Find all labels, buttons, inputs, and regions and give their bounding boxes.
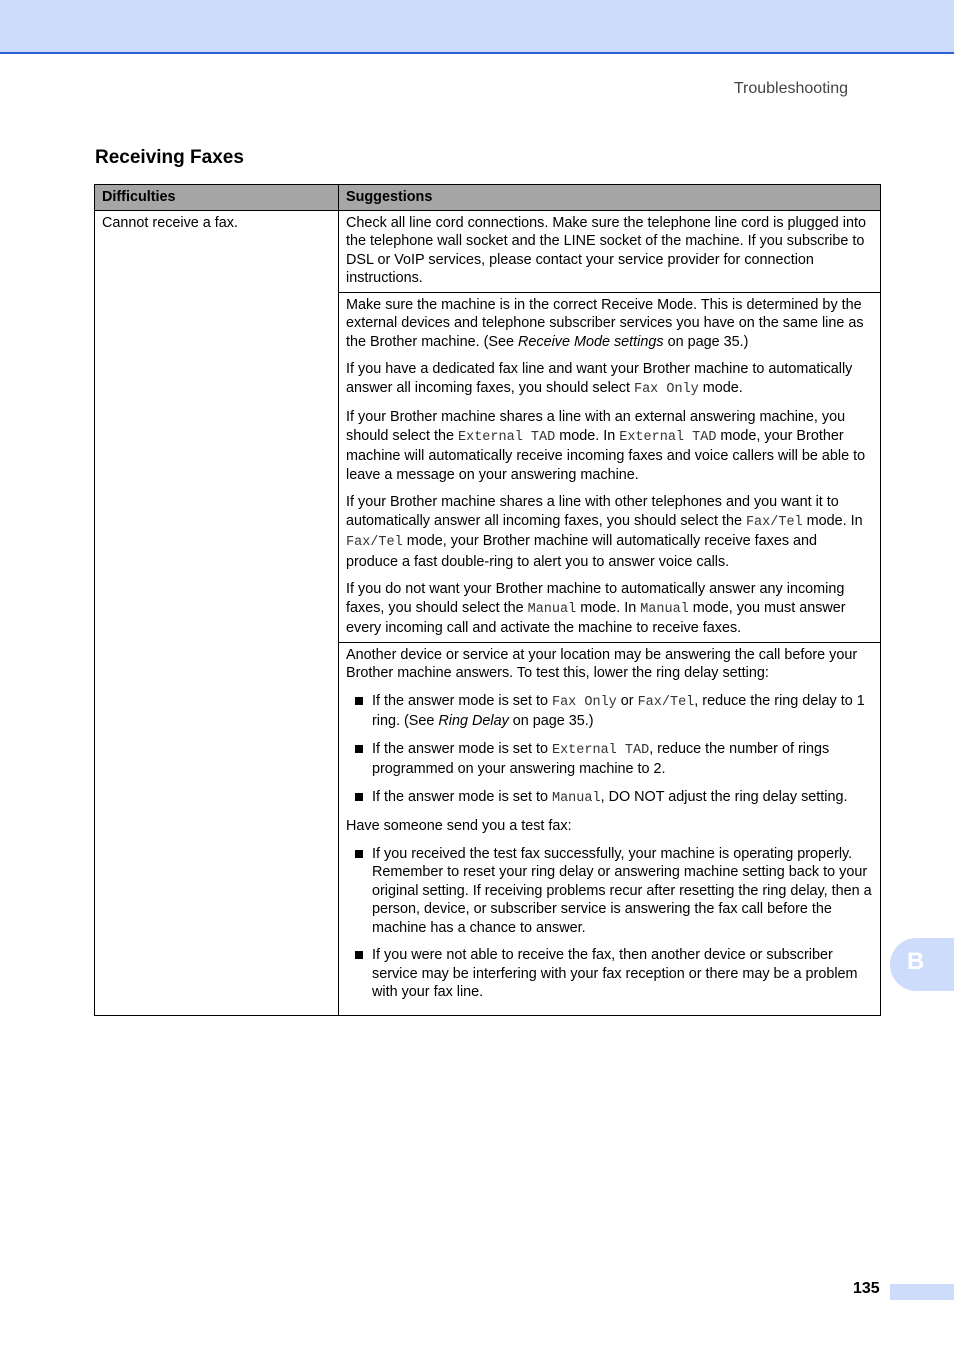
bullet-square-icon <box>355 697 363 705</box>
difficulty-text: Cannot receive a fax. <box>102 214 238 231</box>
suggestion-paragraph: If your Brother machine shares a line with other telephones and you want it to automatically answer all incoming faxes, you should select the Fax/Tel mode. In Fax/Tel mode, your Brother machine will automatically receive faxes and produce a fast double-ring to alert you to answer voice calls. <box>346 494 863 570</box>
header-band <box>0 0 954 54</box>
mode-name: Manual <box>527 601 577 617</box>
mode-name: Fax/Tel <box>637 694 695 710</box>
mode-name: Fax/Tel <box>346 535 403 550</box>
bullet-square-icon <box>355 793 363 801</box>
cross-reference: Ring Delay <box>438 713 509 729</box>
chapter-letter: B <box>907 948 925 975</box>
suggestion-cell-3 <box>339 642 881 1015</box>
column-header-difficulties: Difficulties <box>95 185 339 211</box>
bullet-square-icon <box>355 745 363 753</box>
footer-band <box>890 1284 954 1300</box>
section-title: Receiving Faxes <box>95 147 244 168</box>
chapter-tab <box>890 938 954 991</box>
list-item: If you received the test fax successfully, your machine is operating properly. Remember to reset your ring delay or answering machine setting back to your original setting. If receiving problems recur after resetting the ring delay, then a person, device, or subscriber service is answering the fax call before the machine has a chance to answer. <box>346 845 873 938</box>
table-row <box>95 210 881 292</box>
mode-name: Fax Only <box>551 694 617 710</box>
mode-name: External TAD <box>458 429 556 445</box>
ring-delay-list <box>346 692 873 809</box>
suggestion-cell-2 <box>339 292 881 642</box>
list-item: If the answer mode is set to Fax Only or Fax/Tel, reduce the ring delay to 1 ring. (See Ring Delay on page 35.) <box>346 692 873 731</box>
troubleshooting-table <box>94 184 881 1016</box>
bullet-square-icon <box>355 951 363 959</box>
suggestion-paragraph: If you have a dedicated fax line and want your Brother machine to automatically answer all incoming faxes, you should select Fax Only mode. <box>346 361 853 397</box>
suggestion-paragraph: Another device or service at your location may be answering the call before your Brother machine answers. To test this, lower the ring delay setting: <box>346 646 858 681</box>
suggestion-paragraph: Have someone send you a test fax: <box>346 818 572 834</box>
suggestion-paragraph: Make sure the machine is in the correct Receive Mode. This is determined by the external devices and telephone subscriber services you have on the same line as the Brother machine. (See Receive Mode settings on page 35.) <box>346 296 864 350</box>
mode-name: External TAD <box>619 429 717 445</box>
cross-reference: Receive Mode settings <box>517 333 664 350</box>
suggestion-cell-1 <box>339 210 881 292</box>
mode-name: External TAD <box>551 742 650 758</box>
table-header-row <box>95 185 881 211</box>
mode-name: Fax Only <box>633 381 699 397</box>
suggestion-paragraph: Check all line cord connections. Make sure the telephone line cord is plugged into the telephone wall socket and the LINE socket of the machine. If you subscribe to DSL or VoIP services, please contact your service provider for connection instructions. <box>346 214 866 286</box>
mode-name: Manual <box>640 601 689 617</box>
list-item: If the answer mode is set to Manual, DO NOT adjust the ring delay setting. <box>346 788 873 809</box>
page-number: 135 <box>853 1280 880 1297</box>
test-fax-list <box>346 845 873 1002</box>
difficulty-cell <box>95 210 339 1015</box>
list-item: If the answer mode is set to External TAD, reduce the number of rings programmed on your answering machine to 2. <box>346 740 873 779</box>
mode-name: Manual <box>551 790 601 806</box>
bullet-square-icon <box>355 850 363 858</box>
mode-name: Fax/Tel <box>745 514 803 530</box>
list-item: If you were not able to receive the fax, then another device or subscriber service may be interfering with your fax reception or there may be a problem with your fax line. <box>346 946 873 1002</box>
suggestion-paragraph: If you do not want your Brother machine to automatically answer any incoming faxes, you should select the Manual mode. In Manual mode, you must answer every incoming call and activate the machine to receive faxes. <box>346 581 846 636</box>
running-head: Troubleshooting <box>733 80 848 97</box>
column-header-suggestions: Suggestions <box>339 185 881 211</box>
suggestion-paragraph: If your Brother machine shares a line with an external answering machine, you should select the External TAD mode. In External TAD mode, your Brother machine will automatically receive incoming faxes and voice callers will be able to leave a message on your answering machine. <box>346 409 866 483</box>
